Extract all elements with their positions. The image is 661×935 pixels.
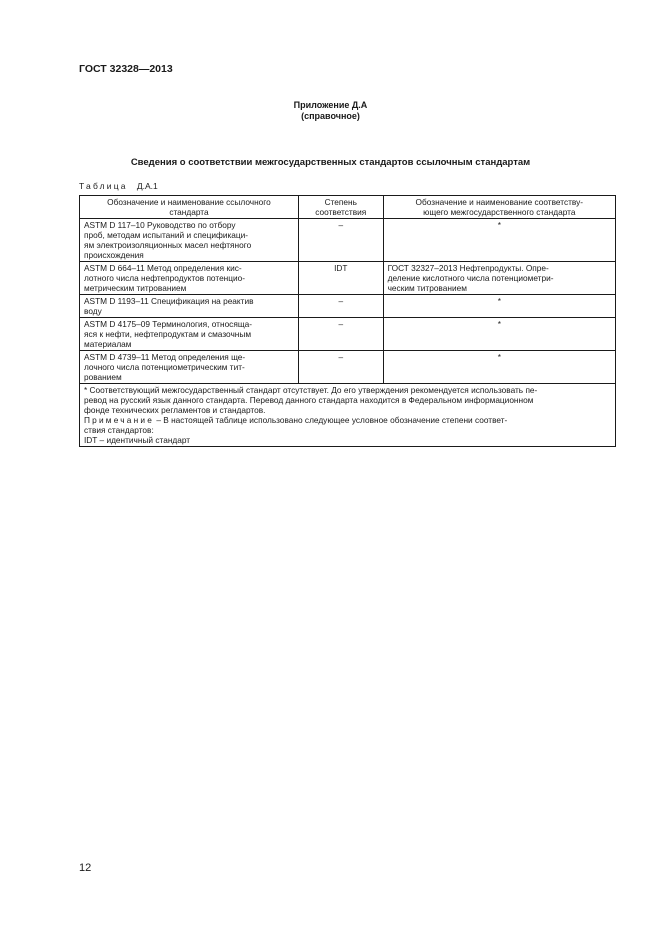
annex-title: Приложение Д.А [293, 100, 368, 110]
note-label: Примечание [84, 415, 155, 425]
degree-cell: – [298, 351, 383, 384]
table-header-row [80, 196, 616, 219]
header-reference-standard: Обозначение и наименование ссылочного стандарта [80, 196, 299, 219]
interstate-standard-cell: ГОСТ 32327–2013 Нефтепродукты. Опре- деление кислотного числа потенциометри- ческим титрованием [383, 262, 615, 295]
note-line [84, 415, 611, 425]
degree-cell: IDT [298, 262, 383, 295]
table-row [80, 262, 616, 295]
table-row [80, 295, 616, 318]
table-row [80, 318, 616, 351]
annex-subtitle: (справочное) [301, 111, 360, 121]
note-text: – В настоящей таблице использовано следующее условное обозначение степени соответ- [154, 415, 508, 425]
correspondence-table [79, 195, 616, 447]
reference-standard-cell: ASTM D 4175–09 Терминология, относяща- яся к нефти, нефтепродуктам и смазочным материалам [80, 318, 299, 351]
table-caption-label: Таблица [79, 181, 128, 191]
section-heading: Сведения о соответствии межгосударственных стандартов ссылочным стандартам [130, 157, 531, 168]
header-interstate-standard: Обозначение и наименование соответству- ющего межгосударственного стандарта [383, 196, 615, 219]
interstate-standard-cell: * [383, 219, 615, 262]
table-row [80, 351, 616, 384]
page-number: 12 [79, 862, 92, 874]
footnote-line: ревод на русский язык данного стандарта. Перевод данного стандарта находится в Федеральном информационном [84, 395, 534, 405]
table-caption [79, 181, 158, 191]
footnote-line: фонде технических регламентов и стандартов. [84, 405, 266, 415]
footnote-line: * Соответствующий межгосударственный стандарт отсутствует. До его утверждения рекомендуется использовать пе- [84, 385, 538, 395]
degree-cell: – [298, 318, 383, 351]
reference-standard-cell: ASTM D 4739–11 Метод определения ще- лочного числа потенциометрическим тит- рованием [80, 351, 299, 384]
table-footnote [80, 384, 616, 447]
reference-standard-cell: ASTM D 117–10 Руководство по отбору проб, методам испытаний и спецификаци- ям электроизоляционных масел нефтяного происхождения [80, 219, 299, 262]
table-footnote-row [80, 384, 616, 447]
reference-standard-cell: ASTM D 664–11 Метод определения кис- лотного числа нефтепродуктов потенцио- метрическим титрованием [80, 262, 299, 295]
interstate-standard-cell: * [383, 295, 615, 318]
note-line: ствия стандартов: [84, 425, 154, 435]
table-row [80, 219, 616, 262]
interstate-standard-cell: * [383, 318, 615, 351]
reference-standard-cell: ASTM D 1193–11 Спецификация на реактив воду [80, 295, 299, 318]
table-caption-number: Д.А.1 [136, 181, 158, 191]
header-degree: Степень соответствия [298, 196, 383, 219]
note-line: IDT – идентичный стандарт [84, 435, 191, 445]
degree-cell: – [298, 295, 383, 318]
degree-cell: – [298, 219, 383, 262]
document-code: ГОСТ 32328—2013 [79, 63, 173, 75]
interstate-standard-cell: * [383, 351, 615, 384]
